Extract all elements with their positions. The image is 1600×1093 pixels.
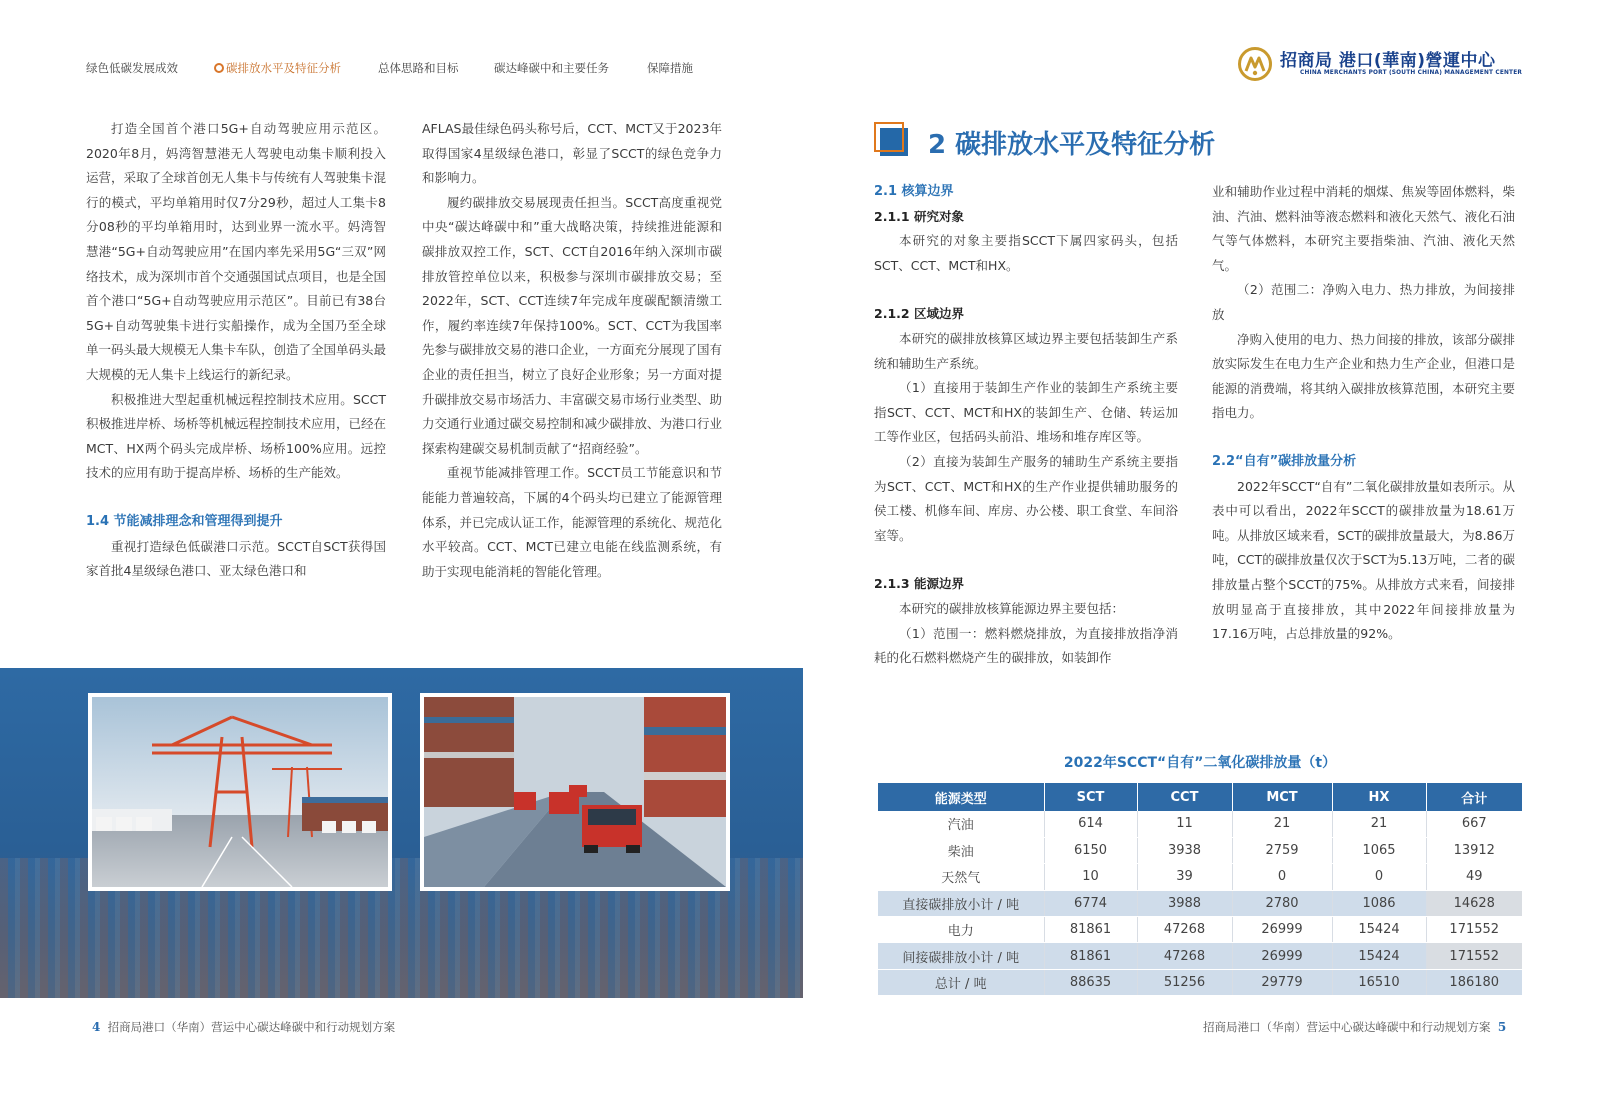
- photo-gantry-crane: [88, 693, 392, 891]
- table-cell: 2759: [1232, 837, 1332, 863]
- table-cell: 1086: [1332, 890, 1426, 916]
- left-column-2: [422, 117, 722, 584]
- paragraph-aflas-award: AFLAS最佳绿色码头称号后，CCT、MCT又于2023年取得国家4星级绿色港口，彰显了SCCT的绿色竞争力和影响力。: [422, 121, 722, 186]
- paragraph-scope-one: （1）范围一：燃料燃烧排放，为直接排放指净消耗的化石燃料燃烧产生的碳排放，如装卸作: [874, 625, 1178, 666]
- paragraph-auxiliary-system: （2）直接为装卸生产服务的辅助生产系统主要指为SCT、CCT、MCT和HX的生产作业提供辅助服务的侯工楼、机修车间、库房、办公楼、职工食堂、车间浴室等。: [874, 453, 1178, 543]
- nav-item-safeguards[interactable]: 保障措施: [647, 61, 693, 75]
- table-cell: 汽油: [878, 811, 1044, 837]
- table-cell: 171552: [1426, 943, 1522, 969]
- table-cell: 0: [1232, 864, 1332, 890]
- table-header-cell: MCT: [1232, 783, 1332, 811]
- right-footer-title: 招商局港口（华南）营运中心碳达峰碳中和行动规划方案: [1203, 1020, 1491, 1034]
- paragraph-research-object: 本研究的对象主要指SCCT下属四家码头，包括SCT、CCT、MCT和HX。: [874, 233, 1178, 273]
- gantry-crane-image: [92, 697, 388, 887]
- table-cell: 直接碳排放小计 / 吨: [878, 890, 1044, 916]
- table-cell: 81861: [1044, 917, 1137, 943]
- table-header-cell: SCT: [1044, 783, 1137, 811]
- nav-item-emission-analysis[interactable]: 碳排放水平及特征分析: [214, 60, 378, 78]
- left-column-1: [86, 117, 386, 584]
- table-row: [878, 811, 1522, 837]
- table-cell: 51256: [1137, 969, 1232, 995]
- table-cell: 47268: [1137, 917, 1232, 943]
- table-caption: 2022年SCCT“自有”二氧化碳排放量（t）: [1063, 755, 1337, 771]
- table-cell: 39: [1137, 864, 1232, 890]
- paragraph-fuel-types: 业和辅助作业过程中消耗的烟煤、焦炭等固体燃料，柴油、汽油、燃料油等液态燃料和液化天然气、液化石油气等气体燃料，本研究主要指柴油、汽油、液化天然气。: [1212, 184, 1515, 273]
- table-cell: 26999: [1232, 943, 1332, 969]
- right-page-number: 5: [1497, 1020, 1507, 1034]
- heading-2-1: 2.1 核算边界: [874, 184, 954, 199]
- paragraph-scope-two: （2）范围二：净购入电力、热力排放，为间接排放: [1212, 282, 1515, 322]
- table-cell: 29779: [1232, 969, 1332, 995]
- photo-band: [0, 668, 803, 998]
- table-cell: 15424: [1332, 917, 1426, 943]
- table-cell: 6150: [1044, 837, 1137, 863]
- table-cell: 3988: [1137, 890, 1232, 916]
- nav-item-green-achievements[interactable]: 绿色低碳发展成效: [86, 61, 178, 75]
- left-page-footer: [92, 1019, 395, 1035]
- section-square-icon: [874, 122, 910, 158]
- table-cell: 6774: [1044, 890, 1137, 916]
- table-cell: 间接碳排放小计 / 吨: [878, 943, 1044, 969]
- table-cell: 0: [1332, 864, 1426, 890]
- table-row: [878, 917, 1522, 943]
- table-cell: 81861: [1044, 943, 1137, 969]
- table-cell: 49: [1426, 864, 1522, 890]
- paragraph-indirect-emission: 净购入使用的电力、热力间接的排放，该部分碳排放实际发生在电力生产企业和热力生产企业，但港口是能源的消费端，将其纳入碳排放核算范围，本研究主要指电力。: [1212, 331, 1515, 421]
- heading-2-1-3: 2.1.3 能源边界: [874, 576, 964, 592]
- logo-chinese-name: 招商局 港口(華南)營運中心: [1280, 51, 1496, 71]
- table-row: [878, 837, 1522, 863]
- table-cell: 1065: [1332, 837, 1426, 863]
- company-logo: [1238, 44, 1538, 86]
- table-row: [878, 864, 1522, 890]
- table-cell: 171552: [1426, 917, 1522, 943]
- table-cell: 16510: [1332, 969, 1426, 995]
- left-footer-title: 招商局港口（华南）营运中心碳达峰碳中和行动规划方案: [107, 1020, 396, 1034]
- table-header-cell: 能源类型: [878, 783, 1044, 811]
- paragraph-carbon-trading: 履约碳排放交易展现责任担当。SCCT高度重视党中央“碳达峰碳中和”重大战略决策，持续推进能源和碳排放双控工作，SCT、CCT自2016年纳入深圳市碳排放管控单位以来，积极参与深圳市碳排放交易；至2022年，SCT、CCT连续7年完成年度碳配额清缴工作，履约率连续7年保持100%。SCT、CCT为我国率先参与碳排放交易的港口企业，一方面充分展现了国有企业的责任担当，树立了良好企业形象；另一方面对提升碳排放交易市场活力、丰富碳交易市场行业类型、助力交通行业通过碳交易控制和减少碳排放、为港口行业探索构建碳交易机制贡献了“招商经验”。: [422, 194, 723, 456]
- emission-table: [878, 783, 1522, 996]
- table-cell: 21: [1232, 811, 1332, 837]
- heading-2-1-1: 2.1.1 研究对象: [874, 208, 964, 224]
- table-subtotal-row: [878, 890, 1522, 916]
- paragraph-green-port-demo: 重视打造绿色低碳港口示范。SCCT自SCT获得国家首批4星级绿色港口、亚太绿色港口和: [86, 538, 386, 579]
- paragraph-energy-management: 重视节能减排管理工作。SCCT员工节能意识和节能能力普遍较高，下属的4个码头均已建立了能源管理体系，并已完成认证工作，能源管理的系统化、规范化水平较高。CCT、MCT已建立电能在线监测系统，有助于实现电能消耗的智能化管理。: [422, 465, 723, 579]
- paragraph-production-system: （1）直接用于装卸生产作业的装卸生产系统主要指SCT、CCT、MCT和HX的装卸生产、仓储、转运加工等作业区，包括码头前沿、堆场和堆存库区等。: [874, 380, 1178, 445]
- table-cell: 11: [1137, 811, 1232, 837]
- table-cell: 47268: [1137, 943, 1232, 969]
- table-cell: 21: [1332, 811, 1426, 837]
- paragraph-emission-analysis: 2022年SCCT“自有”二氧化碳排放量如表所示。从表中可以看出，2022年SCCT的碳排放量为18.61万吨。从排放区域来看，SCT的碳排放量最大，为8.86万吨，CCT的碳排放量仅次于SCT为5.13万吨，二者的碳排放量占整个SCCT的75%。从排放方式来看，间接排放明显高于直接排放，其中2022年间接排放量为17.16万吨，占总排放量的92%。: [1212, 478, 1515, 642]
- left-page-number: 4: [92, 1020, 101, 1034]
- table-cell: 15424: [1332, 943, 1426, 969]
- table-cell: 186180: [1426, 969, 1522, 995]
- table-cell: 88635: [1044, 969, 1137, 995]
- nav-item-overall-approach[interactable]: 总体思路和目标: [378, 61, 459, 75]
- table-header-cell: CCT: [1137, 783, 1232, 811]
- heading-2-1-2: 2.1.2 区域边界: [874, 306, 964, 322]
- top-nav: [86, 60, 727, 78]
- table-subtotal-row: [878, 943, 1522, 969]
- table-cell: 柴油: [878, 837, 1044, 863]
- table-header-cell: HX: [1332, 783, 1426, 811]
- table-cell: 2780: [1232, 890, 1332, 916]
- table-cell: 3938: [1137, 837, 1232, 863]
- right-column-1: [874, 180, 1178, 671]
- table-cell: 14628: [1426, 890, 1522, 916]
- table-cell: 26999: [1232, 917, 1332, 943]
- table-cell: 13912: [1426, 837, 1522, 863]
- photo-autonomous-trucks: [420, 693, 730, 891]
- paragraph-region-boundary: 本研究的碳排放核算区域边界主要包括装卸生产系统和辅助生产系统。: [874, 330, 1178, 371]
- paragraph-5g-autonomous: 打造全国首个港口5G+自动驾驶应用示范区。2020年8月，妈湾智慧港无人驾驶电动集卡顺利投入运营，采取了全球首创无人集卡与传统有人驾驶集卡混行的模式，平均单箱用时仅7分29秒，超过人工集卡8分08秒的平均单箱用时，达到业界一流水平。妈湾智慧港“5G+自动驾驶应用”在国内率先采用5G“三双”网络技术，成为深圳市首个交通强国试点项目，也是全国首个港口“5G+自动驾驶应用示范区”。目前已有38台5G+自动驾驶集卡进行实船操作，成为全国乃至全球单一码头最大规模无人集卡车队，创造了全国单码头最大规模的无人集卡上线运行的新纪录。: [86, 121, 387, 382]
- table-header-cell: 合计: [1426, 783, 1522, 811]
- table-cell: 10: [1044, 864, 1137, 890]
- autonomous-trucks-image: [424, 697, 726, 887]
- right-column-2: [1212, 180, 1515, 647]
- table-cell: 总计 / 吨: [878, 969, 1044, 995]
- section-title: 2 碳排放水平及特征分析: [928, 130, 1216, 160]
- table-cell: 天然气: [878, 864, 1044, 890]
- paragraph-remote-control: 积极推进大型起重机械远程控制技术应用。SCCT积极推进岸桥、场桥等机械远程控制技术应用，已经在MCT、HX两个码头完成岸桥、场桥100%应用。远控技术的应用有助于提高岸桥、场桥的生产能效。: [86, 391, 387, 481]
- nav-item-main-tasks[interactable]: 碳达峰碳中和主要任务: [494, 61, 609, 75]
- table-header-row: [878, 783, 1522, 811]
- heading-1-4: 1.4 节能减排理念和管理得到提升: [86, 513, 283, 529]
- table-total-row: [878, 969, 1522, 995]
- heading-2-2: 2.2“自有”碳排放量分析: [1212, 453, 1357, 469]
- table-cell: 614: [1044, 811, 1137, 837]
- table-cell: 电力: [878, 917, 1044, 943]
- right-page-footer: [1203, 1019, 1506, 1035]
- company-logo-icon: [1238, 47, 1272, 81]
- table-cell: 667: [1426, 811, 1522, 837]
- paragraph-energy-boundary: 本研究的碳排放核算能源边界主要包括：: [899, 600, 1125, 616]
- logo-english-name: CHINA MERCHANTS PORT (SOUTH CHINA) MANAGEMENT CENTER: [1300, 70, 1523, 76]
